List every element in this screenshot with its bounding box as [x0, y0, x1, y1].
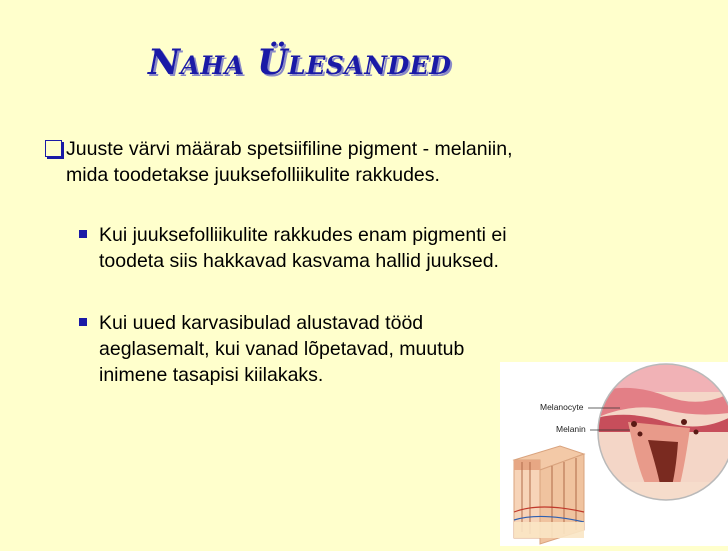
- skin-cross-section-image: [500, 362, 728, 546]
- sub-bullet: [78, 222, 518, 274]
- main-bullet-text: Juuste värvi määrab spetsiifiline pigment - melaniin, mida toodetakse juuksefolliikulite rakkudes.: [66, 138, 513, 186]
- main-bullet: [46, 136, 516, 188]
- sub-bullet: [78, 310, 518, 388]
- square-bullet-icon: [79, 318, 87, 326]
- magnified-circle-graphic: [596, 362, 728, 502]
- skin-block-graphic: [514, 446, 584, 544]
- sub-bullet-text: Kui juuksefolliikulite rakkudes enam pigmenti ei toodeta siis hakkavad kasvama hallid juuksed.: [99, 224, 507, 272]
- sub-bullet-text: Kui uued karvasibulad alustavad tööd aeglasemalt, kui vanad lõpetavad, muutub inimene tasapisi kiilakaks.: [99, 312, 465, 386]
- skin-illustration: [500, 362, 728, 546]
- square-bullet-icon: [79, 230, 87, 238]
- melanocyte-label: Melanocyte: [540, 402, 584, 412]
- slide-title: Naha Ülesanded: [148, 42, 452, 83]
- melanin-label: Melanin: [556, 424, 586, 434]
- checkbox-bullet-icon: [45, 140, 62, 157]
